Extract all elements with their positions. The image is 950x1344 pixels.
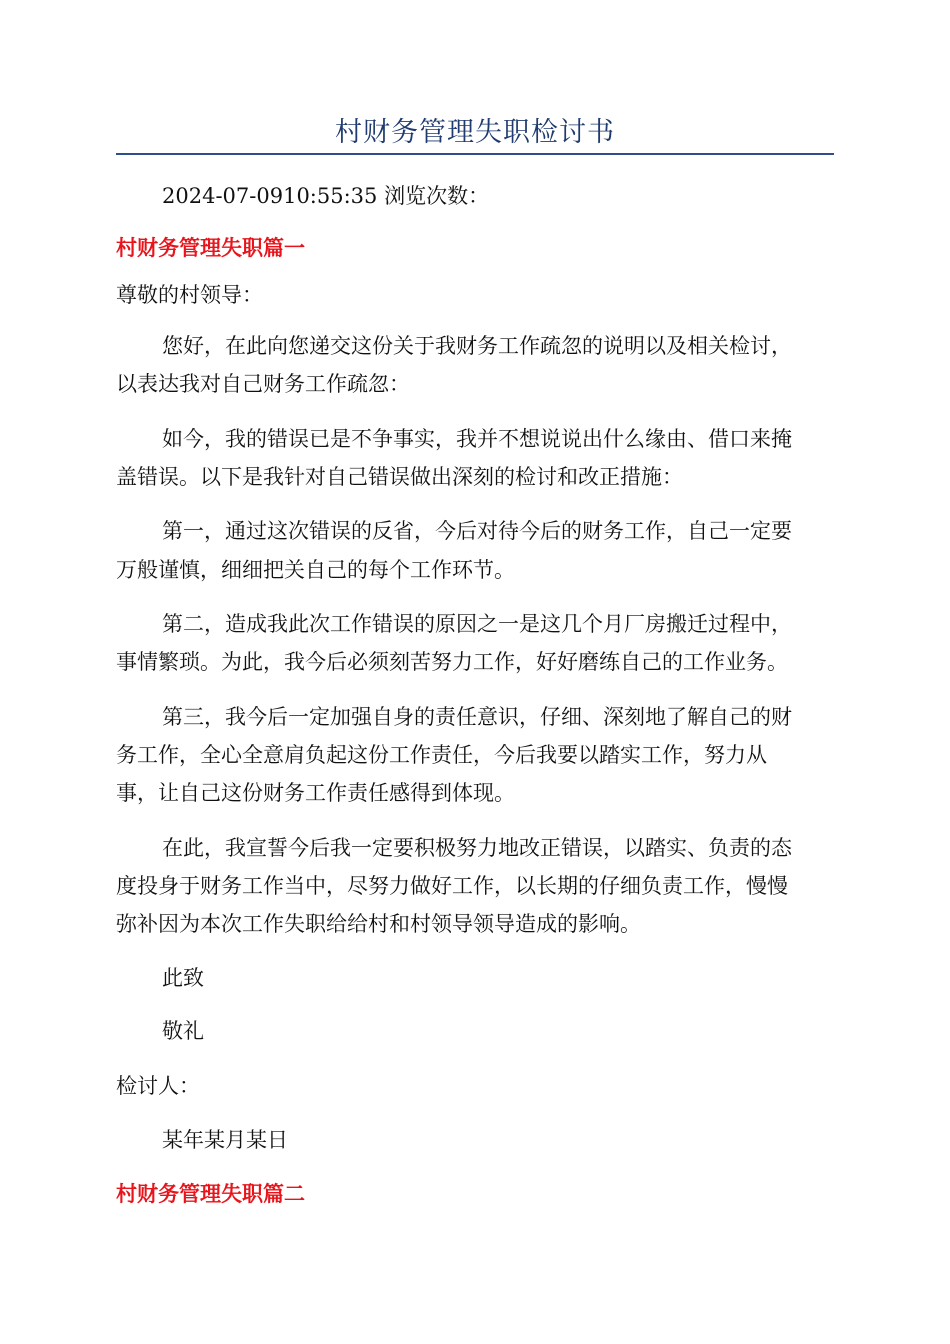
salutation: 尊敬的村领导： bbox=[116, 283, 263, 307]
paragraph-3-line-1: 第一，通过这次错误的反省，今后对待今后的财务工作，自己一定要 bbox=[162, 519, 792, 543]
paragraph-4-line-2: 事情繁琐。为此，我今后必须刻苦努力工作，好好磨练自己的工作业务。 bbox=[116, 650, 788, 674]
paragraph-2-line-2: 盖错误。以下是我针对自己错误做出深刻的检讨和改正措施： bbox=[116, 465, 683, 489]
paragraph-1-line-2: 以表达我对自己财务工作疏忽： bbox=[116, 372, 410, 396]
signer-label: 检讨人： bbox=[116, 1074, 200, 1098]
paragraph-6-line-3: 弥补因为本次工作失职给给村和村领导领导造成的影响。 bbox=[116, 912, 641, 936]
section-heading-1: 村财务管理失职篇一 bbox=[116, 236, 305, 260]
closing-line-1: 此致 bbox=[162, 966, 204, 990]
paragraph-5-line-2: 务工作，全心全意肩负起这份工作责任，今后我要以踏实工作，努力从 bbox=[116, 743, 767, 767]
closing-line-2: 敬礼 bbox=[162, 1019, 204, 1043]
publish-meta: 2024-07-0910:55:35 浏览次数： bbox=[162, 184, 490, 208]
paragraph-4-line-1: 第二，造成我此次工作错误的原因之一是这几个月厂房搬迁过程中， bbox=[162, 612, 792, 636]
paragraph-5-line-1: 第三，我今后一定加强自身的责任意识，仔细、深刻地了解自己的财 bbox=[162, 705, 792, 729]
document-title: 村财务管理失职检讨书 bbox=[335, 117, 615, 148]
date-line: 某年某月某日 bbox=[162, 1128, 288, 1152]
paragraph-6-line-1: 在此，我宣誓今后我一定要积极努力地改正错误，以踏实、负责的态 bbox=[162, 836, 792, 860]
title-underline bbox=[116, 153, 834, 155]
paragraph-6-line-2: 度投身于财务工作当中，尽努力做好工作，以长期的仔细负责工作，慢慢 bbox=[116, 874, 788, 898]
paragraph-3-line-2: 万般谨慎，细细把关自己的每个工作环节。 bbox=[116, 558, 515, 582]
paragraph-2-line-1: 如今，我的错误已是不争事实，我并不想说说出什么缘由、借口来掩 bbox=[162, 427, 792, 451]
section-heading-2: 村财务管理失职篇二 bbox=[116, 1182, 305, 1206]
paragraph-5-line-3: 事，让自己这份财务工作责任感得到体现。 bbox=[116, 781, 515, 805]
paragraph-1-line-1: 您好，在此向您递交这份关于我财务工作疏忽的说明以及相关检讨， bbox=[162, 334, 792, 358]
